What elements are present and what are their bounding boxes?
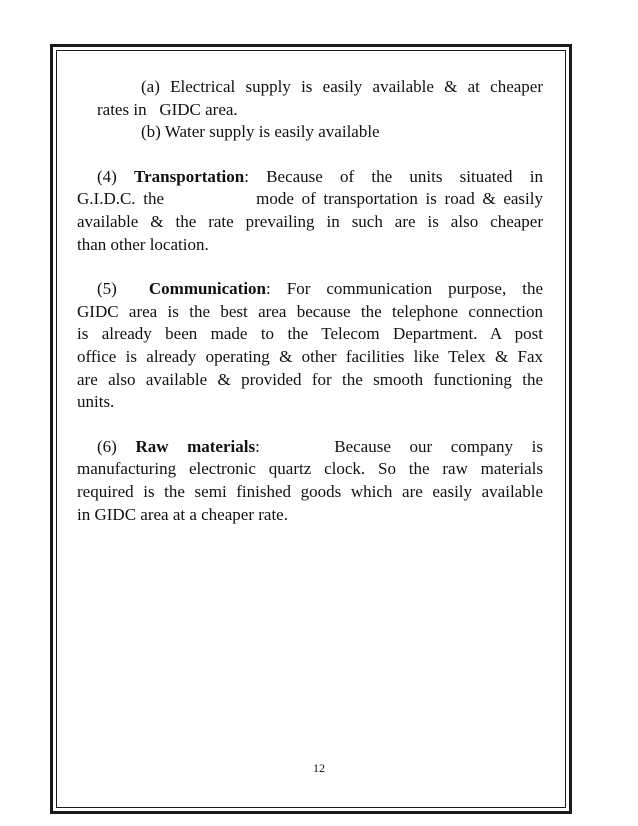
paragraph-5-line6: units. <box>77 392 115 412</box>
list-item-a-line1: (a) Electrical supply is easily available & at cheaper <box>141 77 543 96</box>
page-body <box>77 76 543 526</box>
paragraph-6-line1 <box>77 436 543 459</box>
paragraph-4-line2: G.I.D.C. the mode of transportation is road & easily <box>77 189 543 209</box>
paragraph-5-line4: office is already operating & other facilities like Telex & Fax <box>77 346 543 366</box>
paragraph-5-line1-rest: : For communication purpose, the <box>266 279 544 299</box>
paragraph-5-line5: are also available & provided for the smooth functioning the <box>77 369 543 389</box>
paragraph-6-line3: required is the semi finished goods which are easily available <box>77 481 543 501</box>
paragraph-4-line3: available & the rate prevailing in such are is also cheaper <box>77 211 543 231</box>
paragraph-5-line3: is already been made to the Telecom Department. A post <box>77 324 543 344</box>
paragraph-5-line2: GIDC area is the best area because the telephone connection <box>77 301 543 321</box>
paragraph-6-number: (6) <box>97 436 117 456</box>
list-item-b: (b) Water supply is easily available <box>141 122 380 142</box>
paragraph-6-line4: in GIDC area at a cheaper rate. <box>77 504 288 524</box>
paragraph-4-line1 <box>77 166 543 189</box>
paragraph-4-line1-rest: : Because of the units situated in <box>244 166 543 186</box>
paragraph-4-line4: than other location. <box>77 234 209 254</box>
paragraph-4-number: (4) <box>97 166 117 186</box>
paragraph-5-heading: Communication <box>148 279 266 299</box>
paragraph-5-line1 <box>77 278 543 301</box>
list-item-a-line2: rates in GIDC area. <box>97 99 238 119</box>
paragraph-4-heading: Transportation <box>134 166 245 186</box>
paragraph-6-heading: Raw materials <box>135 436 256 456</box>
page-number: 12 <box>313 761 325 775</box>
paragraph-6-line2: manufacturing electronic quartz clock. So the raw materials <box>77 459 543 479</box>
paragraph-6-line1-rest: : Because our company is <box>255 436 543 456</box>
paragraph-5-number: (5) <box>97 279 117 299</box>
